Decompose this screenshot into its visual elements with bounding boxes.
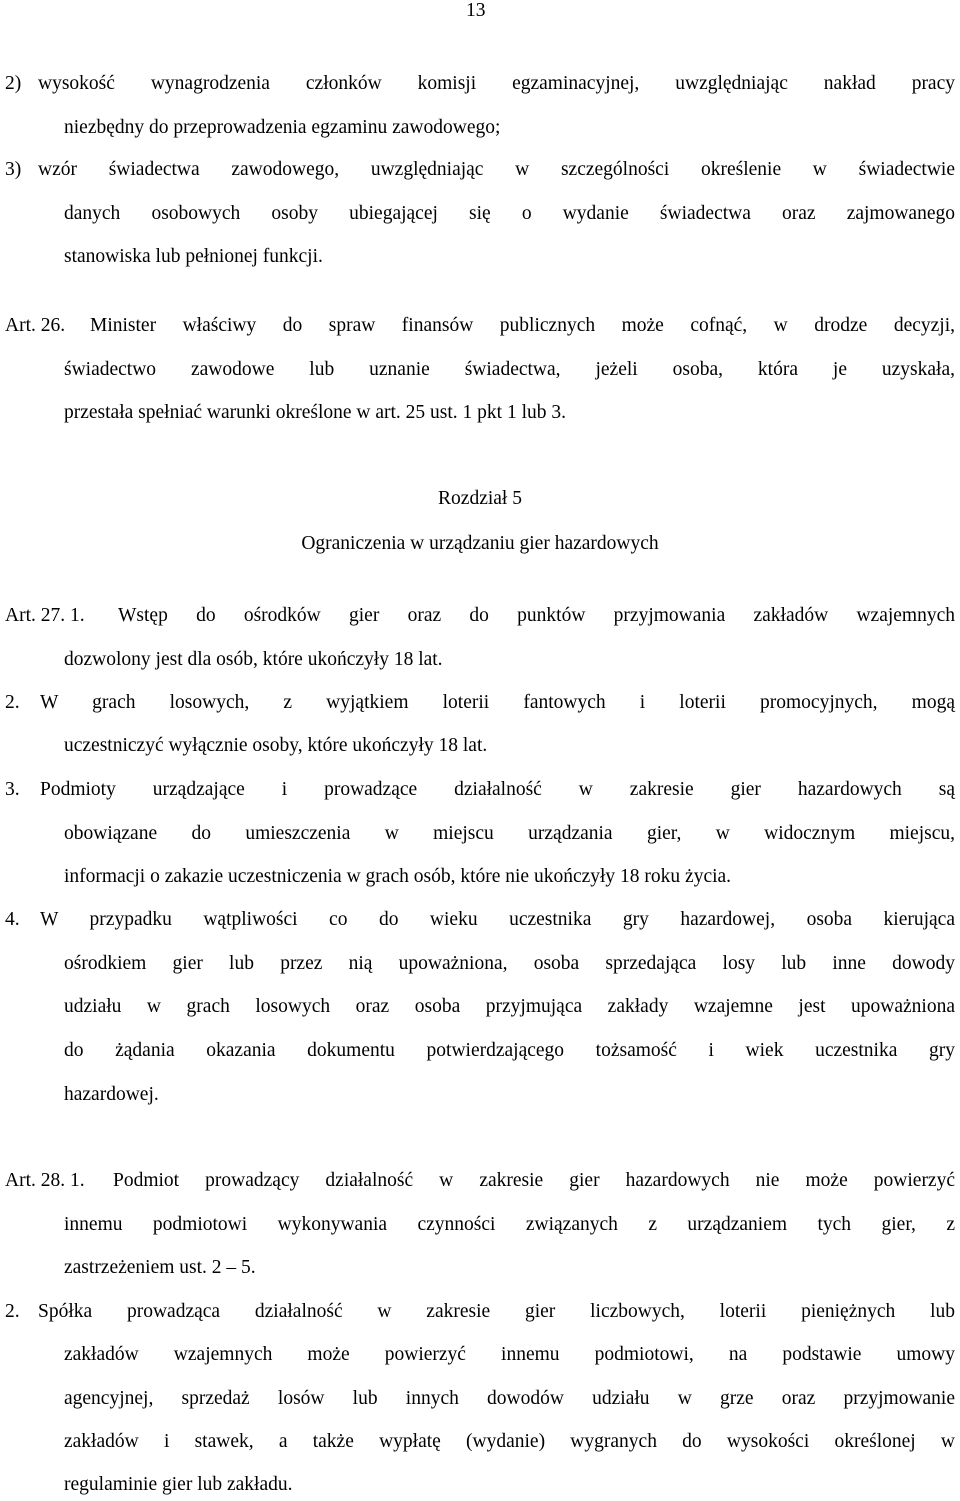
text-line: W grach losowych, z wyjątkiem loterii fantowych i loterii promocyjnych, mogą bbox=[40, 692, 955, 713]
page-number: 13 bbox=[466, 0, 486, 21]
text-line: regulaminie gier lub zakładu. bbox=[64, 1474, 293, 1495]
text-line: danych osobowych osoby ubiegającej się o wydanie świadectwa oraz zajmowanego bbox=[64, 203, 955, 224]
text-line: zastrzeżeniem ust. 2 – 5. bbox=[64, 1257, 256, 1278]
text-line: wysokość wynagrodzenia członków komisji egzaminacyjnej, uwzględniając nakład pracy bbox=[38, 73, 955, 94]
text-line: niezbędny do przeprowadzenia egzaminu zawodowego; bbox=[64, 117, 501, 138]
text-line: udziału w grach losowych oraz osoba przyjmująca zakłady wzajemne jest upoważniona bbox=[64, 996, 955, 1017]
paragraph-number: 4. bbox=[5, 909, 20, 930]
paragraph-number: 2. bbox=[5, 1301, 20, 1322]
paragraph-number: 3. bbox=[5, 779, 20, 800]
article-label: Art. 27. 1. bbox=[5, 605, 85, 626]
list-item-number: 2) bbox=[5, 73, 22, 94]
text-line: W przypadku wątpliwości co do wieku uczestnika gry hazardowej, osoba kierująca bbox=[40, 909, 955, 930]
text-line: hazardowej. bbox=[64, 1084, 159, 1105]
chapter-number: Rozdział 5 bbox=[438, 488, 522, 509]
list-item-number: 3) bbox=[5, 159, 22, 180]
text-line: obowiązane do umieszczenia w miejscu urządzania gier, w widocznym miejscu, bbox=[64, 823, 955, 844]
text-line: Podmioty urządzające i prowadzące działalność w zakresie gier hazardowych są bbox=[40, 779, 955, 800]
text-line: stanowiska lub pełnionej funkcji. bbox=[64, 246, 323, 267]
article-label: Art. 26. bbox=[5, 315, 66, 336]
text-line: ośrodkiem gier lub przez nią upoważniona, osoba sprzedająca losy lub inne dowody bbox=[64, 953, 955, 974]
article-label: Art. 28. 1. bbox=[5, 1170, 85, 1191]
text-line: do żądania okazania dokumentu potwierdzającego tożsamość i wiek uczestnika gry bbox=[64, 1040, 955, 1061]
text-line: zakładów wzajemnych może powierzyć innemu podmiotowi, na podstawie umowy bbox=[64, 1344, 955, 1365]
chapter-title: Ograniczenia w urządzaniu gier hazardowych bbox=[301, 533, 659, 554]
text-line: Minister właściwy do spraw finansów publicznych może cofnąć, w drodze decyzji, bbox=[90, 315, 955, 336]
text-line: przestała spełniać warunki określone w art. 25 ust. 1 pkt 1 lub 3. bbox=[64, 402, 567, 423]
text-line: innemu podmiotowi wykonywania czynności związanych z urządzaniem tych gier, z bbox=[64, 1214, 955, 1235]
text-line: zakładów i stawek, a także wypłatę (wydanie) wygranych do wysokości określonej w bbox=[64, 1431, 955, 1452]
text-line: Podmiot prowadzący działalność w zakresie gier hazardowych nie może powierzyć bbox=[113, 1170, 955, 1191]
text-line: Wstęp do ośrodków gier oraz do punktów przyjmowania zakładów wzajemnych bbox=[118, 605, 955, 626]
paragraph-number: 2. bbox=[5, 692, 20, 713]
text-line: informacji o zakazie uczestniczenia w grach osób, które nie ukończyły 18 roku życia. bbox=[64, 866, 732, 887]
text-line: dozwolony jest dla osób, które ukończyły 18 lat. bbox=[64, 649, 443, 670]
text-line: agencyjnej, sprzedaż losów lub innych dowodów udziału w grze oraz przyjmowanie bbox=[64, 1388, 955, 1409]
text-line: wzór świadectwa zawodowego, uwzględniając w szczególności określenie w świadectwie bbox=[38, 159, 955, 180]
text-line: uczestniczyć wyłącznie osoby, które ukończyły 18 lat. bbox=[64, 735, 488, 756]
text-line: Spółka prowadząca działalność w zakresie gier liczbowych, loterii pieniężnych lub bbox=[38, 1301, 955, 1322]
text-line: świadectwo zawodowe lub uznanie świadectwa, jeżeli osoba, która je uzyskała, bbox=[64, 359, 955, 380]
